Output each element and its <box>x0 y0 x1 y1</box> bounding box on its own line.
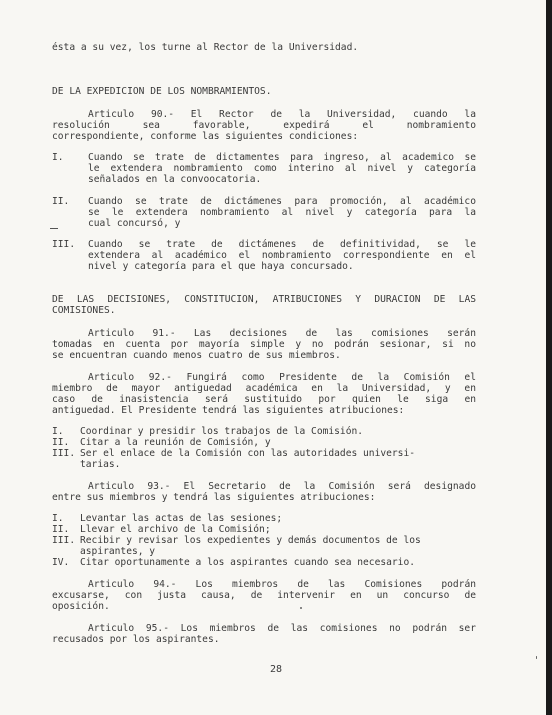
list90-line: nivel y categoría para el que haya concursado. <box>88 261 354 272</box>
list92-line: Coordinar y presidir los trabajos de la Comisión. <box>80 426 364 437</box>
art90-line: resolución sea favorable, expedirá el nombramiento <box>52 120 476 131</box>
art92-line: caso de inasistencia será sustituido por quien le siga en <box>52 394 476 405</box>
scan-speck <box>300 607 302 609</box>
art95-line: recusados por los aspirantes. <box>52 634 220 645</box>
list90-line: Cuando se trate de dictámenes para promoción, al académico <box>88 196 476 207</box>
list90-line: extendera al académico el nombramiento correspondiente en el <box>88 250 476 261</box>
list90-line: Cuando se trate de dictamentes para ingreso, al academico se <box>88 152 476 163</box>
art92-line: Articulo 92.- Fungirá como Presidente de la Comisión el <box>88 372 476 383</box>
list90-line: Cuando se trate de dictámenes de definitividad, se le <box>88 239 476 250</box>
art90-line: correspondiente, conforme las siguientes condiciones: <box>52 131 359 142</box>
art91-line: Articulo 91.- Las decisiones de las comisiones serán <box>88 328 476 339</box>
list90-num: I. <box>52 152 64 163</box>
section-title-comisiones: COMISIONES. <box>52 305 116 316</box>
list92-line: Citar a la reunión de Comisión, y <box>80 437 271 448</box>
list92-line: tarias. <box>80 459 121 470</box>
art93-line: entre sus miembros y tendrá las siguientes atribuciones: <box>52 492 376 503</box>
art94-line: excusarse, con justa causa, de intervenir en un concurso de <box>52 590 476 601</box>
art92-line: miembro de mayor antiguedad académica en la Universidad, y en <box>52 383 476 394</box>
list93-num: II. <box>52 524 70 535</box>
list90-line: cual concursó, y <box>88 218 181 229</box>
list93-line: Levantar las actas de las sesiones; <box>80 513 283 524</box>
list93-line: Citar oportunamente a los aspirantes cuando sea necesario. <box>80 557 416 568</box>
list92-num: III. <box>52 448 76 459</box>
list90-line: se le extendera nombramiento al nivel y categoría para la <box>88 207 476 218</box>
art94-line: Articulo 94.- Los miembros de las Comisiones podrán <box>88 579 476 590</box>
scan-speck <box>536 656 537 659</box>
art95-line: Articulo 95.- Los miembros de las comisiones no podrán ser <box>88 623 476 634</box>
art94-line: oposición. <box>52 601 110 612</box>
art91-line: tomadas en cuenta por mayoría simple y no podrán sesionar, si no <box>52 339 476 350</box>
art92-line: antiguedad. El Presidente tendrá las siguientes atribuciones: <box>52 405 405 416</box>
art91-line: se encuentran cuando menos cuatro de sus miembros. <box>52 350 341 361</box>
list93-num: I. <box>52 513 64 524</box>
list92-num: I. <box>52 426 64 437</box>
list90-line: le extendera nombramiento como interino al nivel y categoría <box>88 163 476 174</box>
art93-line: Articulo 93.- El Secretario de la Comisión será designado <box>88 481 476 492</box>
list93-num: III. <box>52 535 76 546</box>
list92-num: II. <box>52 437 70 448</box>
list90-num: III. <box>52 239 76 250</box>
list90-line: señalados en la convoocatoria. <box>88 174 262 185</box>
page-number: 28 <box>269 664 283 675</box>
list92-line: Ser el enlace de la Comisión con las autoridades universi- <box>80 448 416 459</box>
list93-line: aspirantes, y <box>80 546 156 557</box>
intro-line: ésta a su vez, los turne al Rector de la Universidad. <box>52 42 359 53</box>
art90-line: Articulo 90.- El Rector de la Universidad, cuando la <box>88 109 476 120</box>
margin-mark <box>50 228 58 229</box>
section-title-comisiones: DE LAS DECISIONES, CONSTITUCION, ATRIBUCIONES Y DURACION DE LAS <box>52 294 476 305</box>
list93-num: IV. <box>52 557 70 568</box>
list90-num: II. <box>52 196 70 207</box>
list93-line: Llevar el archivo de la Comisión; <box>80 524 271 535</box>
section-title-nombramientos: DE LA EXPEDICION DE LOS NOMBRAMIENTOS. <box>52 86 272 97</box>
list93-line: Recibir y revisar los expedientes y demás documentos de los <box>80 535 421 546</box>
